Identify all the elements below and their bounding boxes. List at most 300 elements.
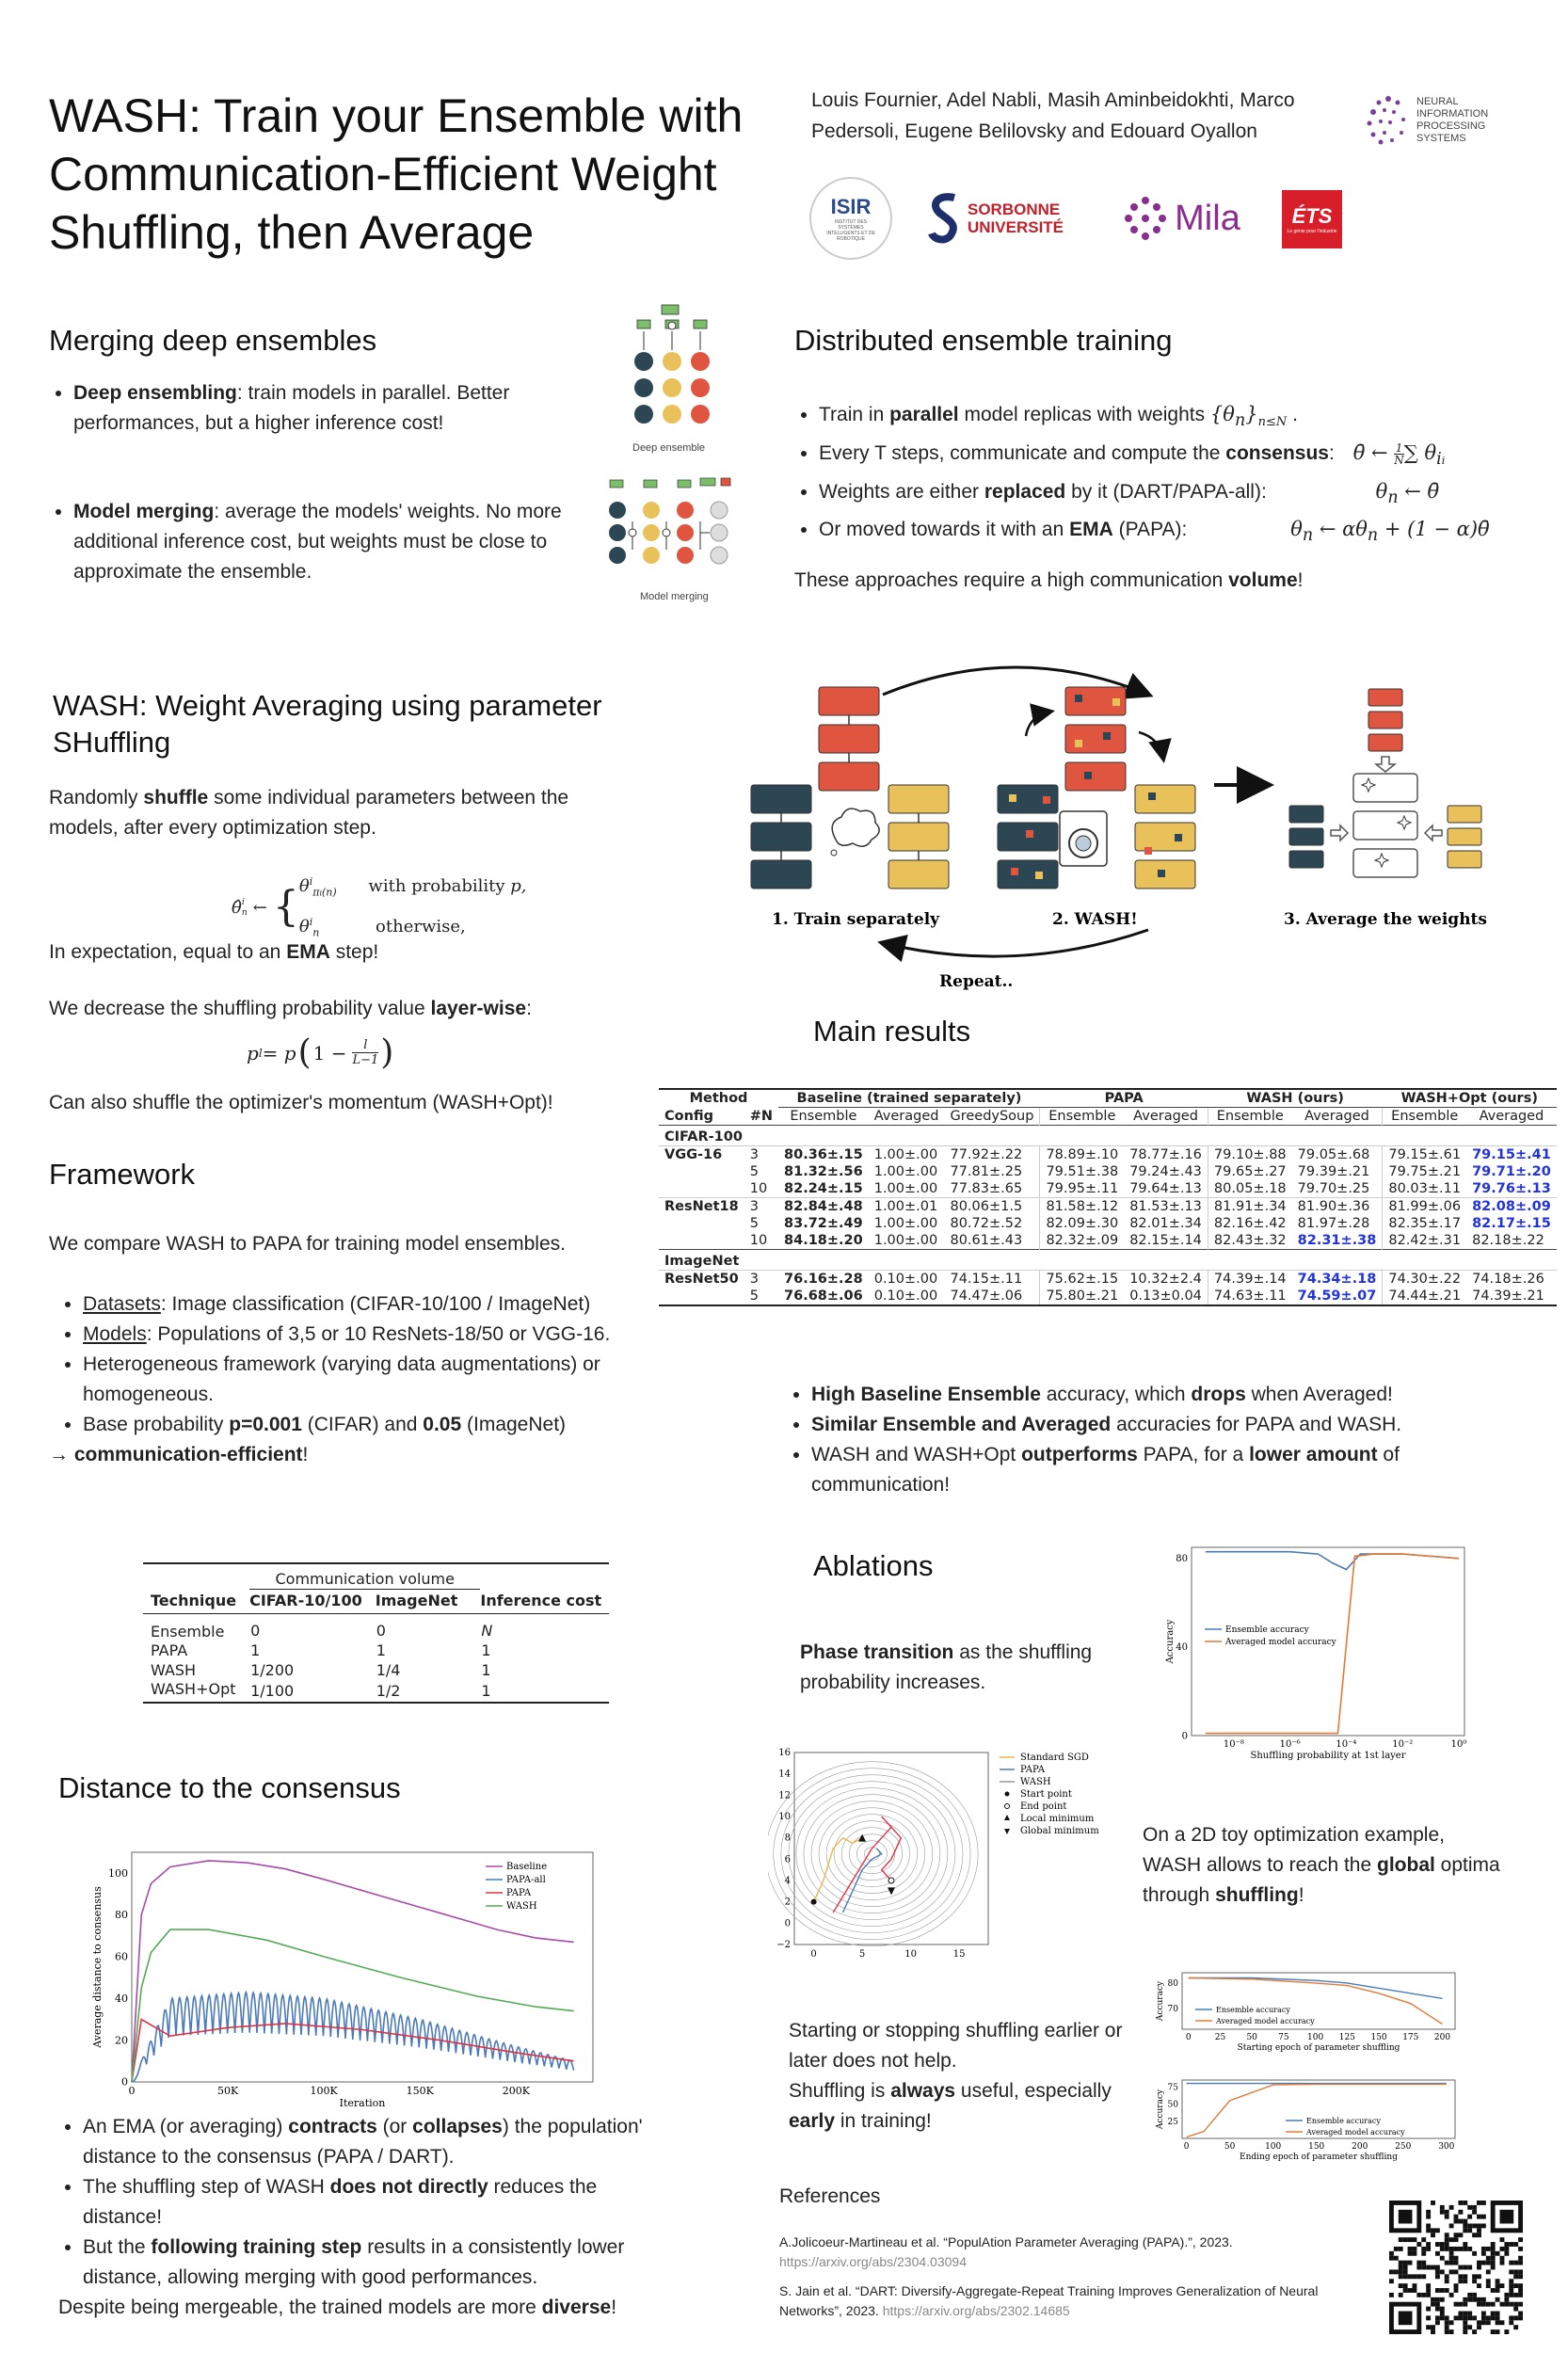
qr-module: [1431, 2297, 1435, 2302]
legend-swatch: [1005, 1792, 1010, 1797]
table-cell: 77.83±.65: [944, 1180, 1039, 1198]
qr-module: [1477, 2265, 1481, 2270]
x-axis-label: Starting epoch of parameter shuffling: [1237, 2043, 1400, 2053]
table-cell: 74.30±.22: [1388, 1272, 1462, 1287]
qr-module: [1426, 2242, 1431, 2247]
qr-module: [1504, 2329, 1509, 2334]
qr-module: [1513, 2274, 1518, 2279]
bullet-replaced: • Weights are either replaced by it (DART/PAPA-all): $\theta_n$ ← θ̄: [819, 476, 1528, 513]
poster-title: WASH: Train your Ensemble with Communication-Efficient Weight Shuffling, then Average: [49, 89, 744, 259]
legend-label: PAPA: [506, 1888, 532, 1898]
table-cell: 79.39±.21: [1292, 1163, 1383, 1180]
qr-module: [1504, 2251, 1509, 2256]
qr-module: [1518, 2302, 1523, 2307]
qr-module: [1440, 2307, 1445, 2312]
table-cell: 82.24±.15: [784, 1181, 863, 1196]
results-table-wrap: [659, 1088, 1557, 1306]
qr-module: [1467, 2215, 1472, 2219]
qr-module: [1477, 2201, 1481, 2205]
model-cell: VGG-16: [664, 1147, 723, 1162]
qr-module: [1458, 2210, 1463, 2215]
comm-cell: 0: [250, 1622, 261, 1640]
qr-code[interactable]: [1389, 2201, 1523, 2334]
x-tick-label: 10⁻⁶: [1279, 1739, 1301, 1750]
legend-label: PAPA: [1020, 1765, 1046, 1775]
table-cell: 81.32±.56: [784, 1164, 863, 1179]
qr-module: [1477, 2297, 1481, 2302]
table-cell: 10: [749, 1181, 768, 1196]
qr-module: [1440, 2205, 1445, 2210]
y-axis-label: Accuracy: [1165, 1619, 1176, 1664]
th-sub: Averaged: [1479, 1109, 1544, 1124]
qr-module: [1472, 2205, 1477, 2210]
qr-module: [1491, 2312, 1496, 2316]
table-row: [659, 1163, 1557, 1180]
qr-module: [1513, 2269, 1518, 2274]
table-cell: 75.62±.15: [1046, 1272, 1119, 1287]
qr-module: [1412, 2247, 1416, 2251]
qr-module: [1504, 2302, 1509, 2307]
y-tick-label: 0: [121, 2075, 128, 2089]
table-row: [659, 1198, 1557, 1216]
sorbonne-s-icon: [926, 190, 964, 247]
qr-module: [1467, 2325, 1472, 2329]
x-tick-label: 50K: [216, 2085, 239, 2097]
qr-module: [1408, 2288, 1413, 2293]
qr-module: [1458, 2302, 1463, 2307]
y-tick-label: 75: [1167, 2083, 1178, 2093]
table-cell: 5: [749, 1216, 759, 1231]
qr-module: [1496, 2288, 1500, 2293]
y-tick-label: 2: [784, 1897, 791, 1908]
qr-module: [1454, 2261, 1459, 2265]
wash-layerwise-paragraph: We decrease the shuffling probability value layer-wise:: [49, 998, 532, 1019]
qr-module: [1518, 2274, 1523, 2279]
table-cell: 79.15±.41: [1472, 1147, 1551, 1162]
qr-module: [1472, 2274, 1477, 2279]
ets-text: ÉTS: [1291, 204, 1333, 228]
y-tick-label: 0: [1181, 1731, 1188, 1742]
qr-module: [1491, 2302, 1496, 2307]
qr-module: [1416, 2242, 1421, 2247]
table-cell: 79.51±.38: [1046, 1164, 1119, 1179]
qr-module: [1467, 2297, 1472, 2302]
qr-module: [1431, 2228, 1435, 2233]
model-cell: [659, 1232, 744, 1250]
qr-module: [1463, 2312, 1467, 2316]
th-group: WASH+Opt (ours): [1383, 1089, 1557, 1108]
qr-module: [1431, 2302, 1435, 2307]
qr-module: [1421, 2251, 1426, 2256]
qr-module: [1445, 2274, 1449, 2279]
table-cell: 1.00±.00: [873, 1233, 938, 1248]
th-group: PAPA: [1040, 1089, 1208, 1108]
table-cell: 10: [749, 1233, 768, 1248]
th-group: Baseline (trained separately): [778, 1089, 1040, 1108]
qr-module: [1454, 2247, 1459, 2251]
qr-module: [1463, 2265, 1467, 2270]
legend-label: Local minimum: [1020, 1814, 1095, 1824]
qr-module: [1445, 2320, 1449, 2325]
start-point-marker: [811, 1899, 817, 1905]
table-cell: 82.09±.30: [1046, 1216, 1119, 1231]
th-sub: Averaged: [1124, 1108, 1208, 1126]
table-cell: 74.47±.06: [944, 1288, 1039, 1305]
qr-module: [1472, 2223, 1477, 2228]
qr-module: [1389, 2293, 1394, 2297]
qr-module: [1509, 2315, 1513, 2320]
references-list: [779, 2233, 1363, 2321]
qr-module: [1440, 2269, 1445, 2274]
y-tick-label: 8: [784, 1833, 791, 1844]
qr-module: [1477, 2228, 1481, 2233]
series-line: [132, 1993, 574, 2082]
framework-text: [49, 1229, 651, 1470]
y-axis-label: Accuracy: [1156, 2089, 1165, 2130]
legend-label: Averaged model accuracy: [1306, 2128, 1405, 2137]
average-weights-models: [1289, 689, 1481, 877]
timing-line-2: Shuffling is always useful, especially early in training!: [789, 2080, 1112, 2132]
distance-text: [49, 2112, 670, 2323]
qr-module: [1426, 2210, 1431, 2215]
qr-module: [1440, 2297, 1445, 2302]
isir-subtext: INSTITUT DES SYSTÈMES INTELLIGENTS ET DE ROBOTIQUE: [826, 219, 875, 242]
table-cell: 83.72±.49: [784, 1216, 863, 1231]
table-row: [659, 1232, 1557, 1250]
comm-cell: 1: [481, 1661, 491, 1679]
qr-module: [1518, 2288, 1523, 2293]
table-cell: 79.64±.13: [1124, 1180, 1208, 1198]
table-cell: 74.44±.21: [1388, 1289, 1462, 1304]
phase-chart: [1163, 1544, 1474, 1769]
th-sub: Ensemble: [790, 1109, 857, 1124]
qr-module: [1509, 2320, 1513, 2325]
qr-module: [1491, 2288, 1496, 2293]
authors: Louis Fournier, Adel Nabli, Masih Aminbeidokhti, Marco Pedersoli, Eugene Belilovsky and Edouard Oyallon: [811, 89, 1295, 142]
table-cell: 74.15±.11: [944, 1271, 1039, 1289]
qr-module: [1491, 2251, 1496, 2256]
model-merging-caption: Model merging: [640, 591, 709, 602]
x-tick-label: 125: [1338, 2033, 1355, 2042]
qr-module: [1463, 2329, 1467, 2334]
table-cell: 74.34±.18: [1292, 1271, 1383, 1289]
qr-module: [1440, 2315, 1445, 2320]
wash-ema-paragraph: In expectation, equal to an EMA step!: [49, 941, 379, 963]
qr-module: [1416, 2293, 1421, 2297]
qr-module: [1467, 2247, 1472, 2251]
qr-module: [1399, 2283, 1403, 2288]
neurips-dots-icon: [1360, 91, 1413, 150]
isir-text: ISIR: [830, 195, 872, 218]
distance-chart: [90, 1845, 617, 2118]
table-cell: 79.71±.20: [1472, 1164, 1551, 1179]
qr-module: [1463, 2247, 1467, 2251]
qr-module: [1481, 2201, 1486, 2205]
qr-module: [1408, 2261, 1413, 2265]
qr-module: [1504, 2247, 1509, 2251]
table-cell: 74.59±.07: [1292, 1288, 1383, 1305]
qr-module: [1389, 2251, 1394, 2256]
x-tick-label: 50: [1246, 2033, 1257, 2042]
qr-module: [1513, 2307, 1518, 2312]
qr-module: [1458, 2274, 1463, 2279]
qr-module: [1486, 2283, 1491, 2288]
legend-label: Ensemble accuracy: [1306, 2117, 1381, 2125]
qr-module: [1412, 2274, 1416, 2279]
table-row: [659, 1215, 1557, 1232]
qr-module: [1481, 2312, 1486, 2316]
table-cell: 82.32±.09: [1046, 1233, 1119, 1248]
bullet-deep-ensembling: • Deep ensembling: train models in parallel. Better performances, but a higher inference cost!: [73, 378, 576, 439]
qr-module: [1496, 2320, 1500, 2325]
y-tick-label: 50: [1167, 2100, 1178, 2110]
qr-module: [1486, 2269, 1491, 2274]
qr-module: [1426, 2223, 1431, 2228]
comm-cell: PAPA: [151, 1641, 188, 1659]
qr-module: [1454, 2233, 1459, 2237]
train-separately-models: [751, 687, 949, 888]
qr-module: [1496, 2279, 1500, 2283]
x-tick-label: 10: [904, 1949, 917, 1960]
table-cell: 0.13±0.04: [1124, 1288, 1208, 1305]
comm-cell: 1/2: [376, 1682, 401, 1700]
qr-module: [1399, 2247, 1403, 2251]
qr-module: [1477, 2233, 1481, 2237]
qr-module: [1458, 2312, 1463, 2316]
qr-module: [1408, 2251, 1413, 2256]
table-cell: 80.61±.43: [944, 1232, 1039, 1250]
qr-module: [1408, 2237, 1413, 2242]
qr-module: [1440, 2288, 1445, 2293]
x-tick-label: 200K: [502, 2085, 530, 2097]
communication-note: These approaches require a high communication volume!: [794, 568, 1304, 591]
legend-label: WASH: [506, 1901, 537, 1912]
qr-module: [1463, 2297, 1467, 2302]
y-tick-label: 20: [115, 2034, 128, 2047]
qr-module: [1463, 2302, 1467, 2307]
bullet-datasets: • Datasets: Image classification (CIFAR-10/100 / ImageNet): [83, 1289, 651, 1320]
qr-module: [1426, 2247, 1431, 2251]
qr-module: [1481, 2251, 1486, 2256]
x-tick-label: 10⁰: [1450, 1739, 1467, 1750]
repeat-label: Repeat..: [939, 972, 1014, 991]
x-tick-label: 175: [1402, 2033, 1419, 2042]
x-tick-label: 100: [1265, 2142, 1282, 2152]
reference-1: A.Jolicoeur-Martineau et al. “PopulAtion Parameter Averaging (PAPA).”, 2023.: [779, 2234, 1233, 2249]
qr-module: [1394, 2247, 1399, 2251]
qr-module: [1445, 2247, 1449, 2251]
qr-module: [1486, 2302, 1491, 2307]
qr-module: [1435, 2251, 1440, 2256]
qr-module: [1458, 2279, 1463, 2283]
qr-module: [1445, 2237, 1449, 2242]
model-cell: [659, 1163, 744, 1180]
qr-module: [1518, 2269, 1523, 2274]
table-cell: 82.35±.17: [1388, 1216, 1462, 1231]
qr-module: [1449, 2247, 1454, 2251]
results-table: [659, 1088, 1557, 1306]
qr-module: [1454, 2219, 1459, 2224]
qr-module: [1449, 2261, 1454, 2265]
y-tick-label: 80: [1176, 1554, 1188, 1565]
qr-module: [1518, 2256, 1523, 2261]
x-tick-label: 75: [1278, 2033, 1289, 2042]
table-cell: 80.06±1.5: [944, 1198, 1039, 1216]
table-cell: 3: [749, 1199, 759, 1214]
communication-efficient-line: → communication-efficient!: [49, 1444, 309, 1465]
x-tick-label: 10⁻⁴: [1336, 1739, 1357, 1750]
qr-module: [1408, 2274, 1413, 2279]
th-sub: Averaged: [1292, 1108, 1383, 1126]
qr-module: [1399, 2261, 1403, 2265]
qr-module: [1389, 2279, 1394, 2283]
qr-module: [1486, 2315, 1491, 2320]
x-tick-label: 0: [810, 1949, 817, 1960]
qr-module: [1477, 2274, 1481, 2279]
table-cell: 81.58±.12: [1046, 1199, 1119, 1214]
table-cell: 1.00±.00: [873, 1164, 938, 1179]
qr-module: [1435, 2269, 1440, 2274]
qr-module: [1458, 2233, 1463, 2237]
mila-logo: [1111, 188, 1250, 248]
qr-module: [1500, 2283, 1505, 2288]
qr-module: [1389, 2269, 1394, 2274]
qr-module: [1454, 2237, 1459, 2242]
ablations-heading: Ablations: [813, 1549, 934, 1582]
legend-label: Averaged model accuracy: [1216, 2017, 1315, 2025]
qr-module: [1449, 2269, 1454, 2274]
x-tick-label: 10⁻²: [1392, 1739, 1414, 1750]
shuffle-equation: θ̂ i n ← { $\theta^i_{\pi i(n)}$ with probability p, $\theta^i_n$ otherwise,: [232, 875, 527, 939]
qr-module: [1500, 2247, 1505, 2251]
table-row: [659, 1180, 1557, 1198]
legend-label: Baseline: [506, 1862, 548, 1872]
qr-module: [1477, 2283, 1481, 2288]
qr-module: [1481, 2247, 1486, 2251]
x-tick-label: 150: [1370, 2033, 1387, 2042]
x-tick-label: 300: [1438, 2142, 1455, 2152]
references-heading: References: [779, 2185, 881, 2207]
qr-module: [1481, 2315, 1486, 2320]
comm-cell: 1: [481, 1641, 491, 1659]
comm-cell: 1: [376, 1641, 386, 1659]
qr-module: [1472, 2210, 1477, 2215]
qr-module: [1445, 2288, 1449, 2293]
table-cell: 79.05±.68: [1292, 1146, 1383, 1164]
qr-module: [1454, 2269, 1459, 2274]
reference-1-link[interactable]: https://arxiv.org/abs/2304.03094: [779, 2254, 967, 2269]
qr-module: [1486, 2261, 1491, 2265]
table-cell: 5: [749, 1164, 759, 1179]
communication-table: [143, 1562, 609, 1704]
ets-subtext: Le génie pour l'industrie: [1287, 229, 1337, 234]
table-cell: 81.90±.36: [1292, 1198, 1383, 1216]
bullet-outperforms: • WASH and WASH+Opt outperforms PAPA, for a lower amount of communication!: [811, 1440, 1483, 1500]
table-cell: 79.15±.61: [1388, 1147, 1462, 1162]
reference-2-link[interactable]: https://arxiv.org/abs/2302.14685: [882, 2303, 1070, 2318]
qr-module: [1435, 2265, 1440, 2270]
qr-module: [1472, 2233, 1477, 2237]
y-tick-label: 14: [778, 1769, 791, 1780]
y-tick-label: −2: [776, 1940, 791, 1950]
table-cell: 79.65±.27: [1213, 1164, 1287, 1179]
x-tick-label: 0: [1185, 2033, 1192, 2042]
end-point-marker: [888, 1878, 894, 1883]
table-row: [659, 1146, 1557, 1164]
x-tick-label: 0: [128, 2085, 136, 2097]
y-tick-label: 40: [1176, 1642, 1188, 1654]
qr-module: [1513, 2293, 1518, 2297]
qr-module: [1435, 2307, 1440, 2312]
qr-module: [1440, 2312, 1445, 2316]
y-tick-label: 0: [784, 1918, 791, 1929]
qr-module: [1486, 2279, 1491, 2283]
qr-module: [1463, 2279, 1467, 2283]
qr-module: [1431, 2325, 1435, 2329]
table-row: [659, 1288, 1557, 1305]
start-chart: [1154, 1969, 1464, 2073]
qr-module: [1421, 2293, 1426, 2297]
qr-module: [1496, 2312, 1500, 2316]
qr-module: [1435, 2302, 1440, 2307]
qr-module: [1421, 2265, 1426, 2270]
qr-module: [1416, 2261, 1421, 2265]
mila-hex-icon: [1120, 193, 1171, 244]
qr-module: [1394, 2256, 1399, 2261]
wash-diagram: [744, 646, 1496, 1003]
qr-module: [1445, 2242, 1449, 2247]
qr-module: [1445, 2279, 1449, 2283]
qr-module: [1399, 2237, 1403, 2242]
plot-frame: [794, 1753, 988, 1945]
qr-module: [1509, 2242, 1513, 2247]
qr-module: [1421, 2261, 1426, 2265]
x-tick-label: 100: [1307, 2033, 1324, 2042]
qr-module: [1399, 2274, 1403, 2279]
table-cell: 82.43±.32: [1213, 1233, 1287, 1248]
qr-module: [1454, 2283, 1459, 2288]
qr-module: [1431, 2201, 1435, 2205]
qr-module: [1504, 2297, 1509, 2302]
qr-module: [1421, 2237, 1426, 2242]
table-cell: 79.76±.13: [1472, 1181, 1551, 1196]
th-sub: Ensemble: [1391, 1109, 1459, 1124]
qr-module: [1500, 2302, 1505, 2307]
x-axis-label: Ending epoch of parameter shuffling: [1240, 2153, 1398, 2162]
qr-module: [1491, 2261, 1496, 2265]
qr-module: [1399, 2293, 1403, 2297]
comm-col-cifar: CIFAR-10/100: [249, 1592, 362, 1609]
qr-module: [1454, 2215, 1459, 2219]
table-cell: 80.36±.15: [784, 1147, 863, 1162]
table-cell: 0.10±.00: [873, 1289, 938, 1304]
qr-module: [1445, 2329, 1449, 2334]
series-line: [1189, 1978, 1443, 1999]
table-cell: 75.80±.21: [1046, 1289, 1119, 1304]
qr-module: [1481, 2302, 1486, 2307]
table-cell: 81.97±.28: [1292, 1215, 1383, 1232]
table-cell: 82.16±.42: [1213, 1216, 1287, 1231]
qr-module: [1513, 2325, 1518, 2329]
qr-module: [1454, 2315, 1459, 2320]
bullet-high-baseline: • High Baseline Ensemble accuracy, which drops when Averaged!: [811, 1380, 1483, 1410]
wash-heading: WASH: Weight Averaging using parameter SHuffling: [53, 689, 602, 759]
table-cell: 10.32±2.4: [1124, 1271, 1208, 1289]
th-method: Method: [689, 1091, 748, 1107]
qr-module: [1421, 2247, 1426, 2251]
x-tick-label: 100K: [310, 2085, 338, 2097]
x-tick-label: 25: [1214, 2033, 1226, 2042]
